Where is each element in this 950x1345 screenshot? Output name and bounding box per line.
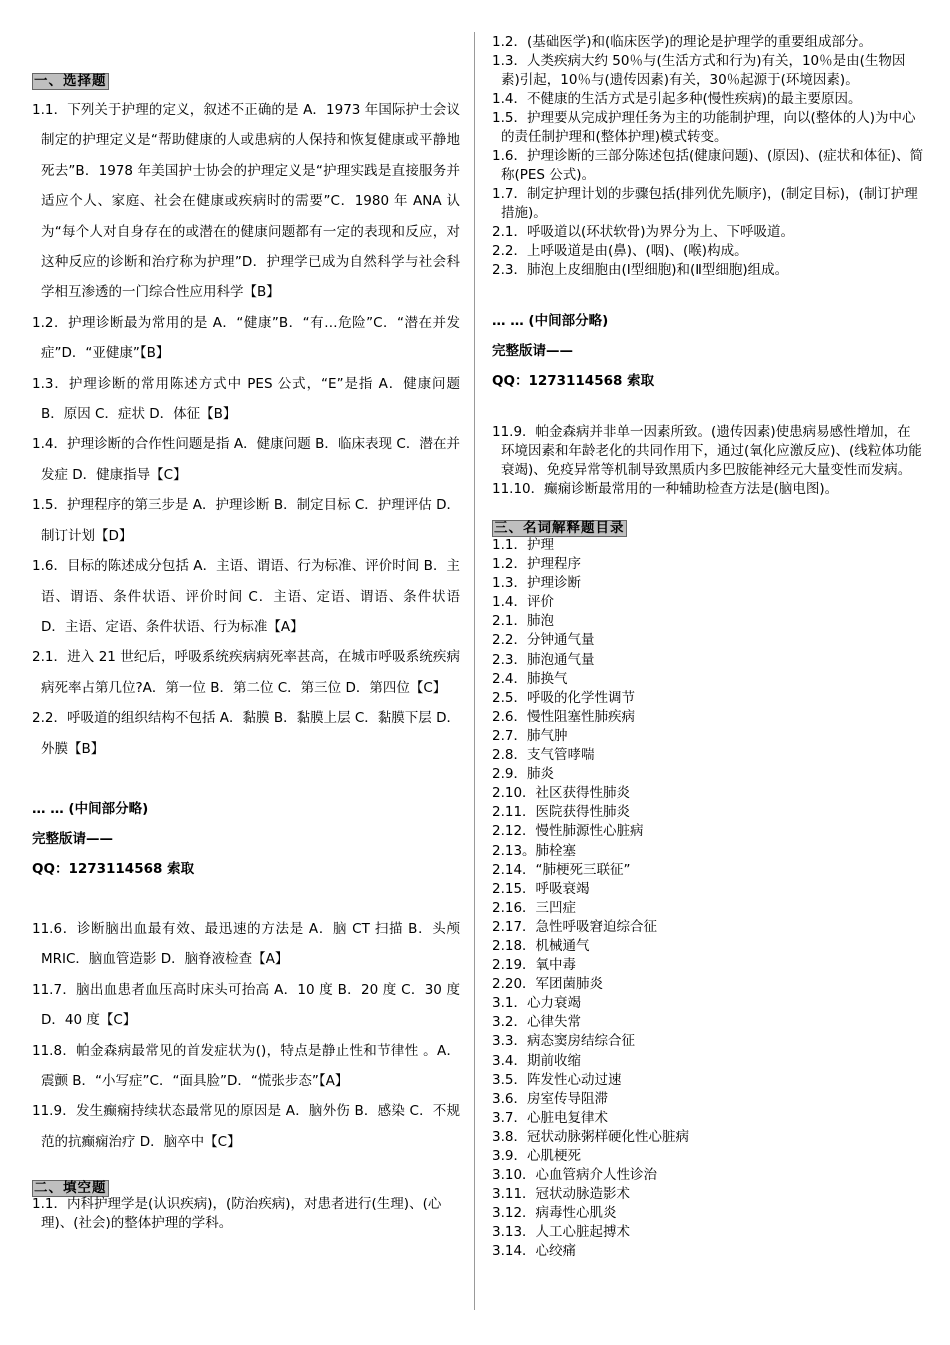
choice-question: 11.8．帕金森病最常见的首发症状为()，特点是静止性和节律性 。A．震颤 B．“小写症”C．“面具脸”D．“慌张步态”【A】: [32, 1042, 460, 1089]
term-item: 3.3．病态窦房结综合征: [492, 1033, 635, 1050]
contact-line: 完整版请——: [32, 830, 113, 847]
term-item: 3.9．心肌梗死: [492, 1148, 581, 1164]
term-item: 3.7．心脏电复律术: [492, 1109, 608, 1126]
fill-item: 2.2．上呼吸道是由(鼻)、(咽)、(喉)构成。: [492, 243, 748, 259]
term-list: [492, 536, 924, 1262]
term-item: 2.18．机械通气: [492, 937, 590, 954]
choice-question: 1.1．下列关于护理的定义，叙述不正确的是 A．1973 年国际护士会议制定的护理定义是“帮助健康的人或患病的人保持和恢复健康或平静地死去”B．1978 年美国护士协会的护理定义是“护理实践是直接服务并适应个人、家庭、社会在健康或疾病时的需要”C．1980 年 ANA 认为“每个人对自身存在的或潜在的健康问题都有一定的表现和反应，对这种反应的诊断和治疗称为护理”D．护理学已成为自然科学与社会科学相互渗透的一门综合性应用科学【B】: [32, 102, 460, 301]
omitted-notice: … … (中间部分略): [492, 313, 609, 329]
term-item: 1.2．护理程序: [492, 556, 581, 573]
term-item: 2.17．急性呼吸窘迫综合征: [492, 918, 658, 935]
fill-item: 1.4．不健康的生活方式是引起多种(慢性疾病)的最主要原因。: [492, 91, 862, 107]
term-item: 2.20．军团菌肺炎: [492, 976, 604, 993]
fill-item: 1.2．(基础医学)和(临床医学)的理论是护理学的重要组成部分。: [492, 34, 873, 50]
term-item: 2.12．慢性肺源性心脏病: [492, 823, 644, 840]
contact-qq: QQ：1273114568 索取: [492, 373, 655, 389]
fill-item: 1.1．内科护理学是(认识疾病)，(防治疾病)，对患者进行(生理)、(心理)、(社会)的整体护理的学科。: [32, 1196, 442, 1232]
section-heading-terms: 三、名词解释题目录: [494, 520, 625, 536]
fill-item: 1.5．护理要从完成护理任务为主的功能制护理，向以(整体的人)为中心的责任制护理和(整体护理)模式转变。: [492, 110, 916, 145]
choice-question: 2.2．呼吸道的组织结构不包括 A．黏膜 B．黏膜上层 C．黏膜下层 D．外膜【B】: [32, 710, 460, 757]
fill-item-list-2: [492, 423, 924, 499]
choice-question: 11.9．发生癫痫持续状态最常见的原因是 A．脑外伤 B．感染 C．不规范的抗癫痫治疗 D．脑卒中【C】: [32, 1103, 460, 1150]
section-heading-fill: 二、填空题: [34, 1180, 107, 1197]
term-item: 3.2．心律失常: [492, 1014, 581, 1031]
choice-question: 1.5．护理程序的第三步是 A．护理诊断 B．制定目标 C．护理评估 D．制订计划【D】: [32, 497, 460, 544]
term-item: 2.1．肺泡: [492, 613, 554, 630]
term-item: 2.19．氧中毒: [492, 957, 577, 974]
choice-question: 11.6．诊断脑出血最有效、最迅速的方法是 A．脑 CT 扫描 B．头颅 MRIC．脑血管造影 D．脑脊液检查【A】: [32, 920, 460, 968]
fill-item: 2.3．肺泡上皮细胞由(Ⅰ型细胞)和(Ⅱ型细胞)组成。: [492, 262, 789, 278]
term-item: 2.8．支气管哮喘: [492, 747, 595, 764]
choice-question: 1.4．护理诊断的合作性问题是指 A．健康问题 B．临床表现 C．潜在并发症 D．健康指导【C】: [32, 436, 460, 483]
column-divider: [474, 32, 475, 1310]
omitted-notice: … … (中间部分略): [32, 800, 149, 817]
fill-item: 11.10．癫痫诊断最常用的一种辅助检查方法是(脑电图)。: [492, 481, 839, 497]
term-item: 3.5．阵发性心动过速: [492, 1071, 622, 1088]
contact-qq: QQ：1273114568 索取: [32, 860, 195, 877]
term-item: 3.6．房室传导阻滞: [492, 1090, 608, 1107]
fill-item: 11.9．帕金森病并非单一因素所致。(遗传因素)使患病易感性增加，在环境因素和年龄老化的共同作用下，通过(氧化应激反应)、(线粒体功能衰竭)、免疫异常等机制导致黑质内多巴胺能神经元大量变性而发病。: [492, 424, 922, 478]
left-column: [32, 0, 460, 1233]
term-item: 2.14．“肺梗死三联征”: [492, 861, 631, 878]
choice-question: 1.6．目标的陈述成分包括 A．主语、谓语、行为标准、评价时间 B．主语、谓语、条件状语、评价时间 C．主语、定语、谓语、条件状语 D．主语、定语、条件状语、行为标准【A】: [32, 558, 460, 635]
term-item: 2.11．医院获得性肺炎: [492, 804, 631, 821]
fill-item: 2.1．呼吸道以(环状软骨)为界分为上、下呼吸道。: [492, 224, 795, 240]
term-item: 3.11．冠状动脉造影术: [492, 1186, 631, 1203]
fill-item: 1.7．制定护理计划的步骤包括(排列优先顺序)，(制定目标)，(制订护理措施)。: [492, 186, 918, 221]
fill-item: 1.3．人类疾病大约 50％与(生活方式和行为)有关，10％是由(生物因素)引起，10％与(遗传因素)有关，30％起源于(环境因素)。: [492, 53, 906, 88]
term-item: 2.16．三凹症: [492, 899, 577, 916]
choice-question: 1.2．护理诊断最为常用的是 A．“健康”B．“有…危险”C．“潜在并发症”D．“亚健康”【B】: [32, 314, 460, 362]
term-item: 1.3．护理诊断: [492, 575, 581, 592]
term-item: 3.14．心绞痛: [492, 1243, 577, 1260]
term-item: 3.13．人工心脏起搏术: [492, 1224, 631, 1241]
term-item: 3.8．冠状动脉粥样硬化性心脏病: [492, 1128, 689, 1145]
term-item: 2.2．分钟通气量: [492, 632, 595, 649]
right-column: [492, 0, 924, 1262]
term-item: 1.1．护理: [492, 537, 554, 553]
fill-item: 1.6．护理诊断的三部分陈述包括(健康问题)、(原因)、(症状和体征)、简称(PES 公式)。: [492, 148, 924, 183]
choice-question: 11.7．脑出血患者血压高时床头可抬高 A．10 度 B．20 度 C．30 度 D．40 度【C】: [32, 981, 460, 1029]
term-item: 3.12．病毒性心肌炎: [492, 1205, 617, 1222]
term-item: 2.5．呼吸的化学性调节: [492, 689, 635, 706]
choice-question: 2.1．进入 21 世纪后，呼吸系统疾病病死率甚高，在城市呼吸系统疾病病死率占第几位?A．第一位 B．第二位 C．第三位 D．第四位【C】: [32, 649, 460, 696]
term-item: 2.15．呼吸衰竭: [492, 880, 590, 897]
fill-item-list: [492, 33, 924, 280]
term-item: 2.9．肺炎: [492, 766, 554, 783]
term-item: 2.10．社区获得性肺炎: [492, 785, 631, 802]
term-item: 2.4．肺换气: [492, 670, 568, 687]
contact-line: 完整版请——: [492, 343, 573, 359]
term-item: 1.4．评价: [492, 594, 554, 611]
section-heading-choice: 一、选择题: [34, 73, 107, 89]
choice-question: 1.3．护理诊断的常用陈述方式中 PES 公式，“E”是指 A．健康问题 B．原因 C．症状 D．体征【B】: [32, 375, 460, 423]
term-item: 2.3．肺泡通气量: [492, 651, 595, 668]
choice-question-list-2: [32, 914, 460, 1157]
term-item: 3.1．心力衰竭: [492, 995, 581, 1012]
term-item: 3.10．心血管病介人性诊治: [492, 1167, 658, 1184]
term-item: 3.4．期前收缩: [492, 1052, 581, 1069]
term-item: 2.13。肺栓塞: [492, 842, 577, 859]
term-item: 2.6．慢性阻塞性肺疾病: [492, 708, 635, 725]
term-item: 2.7．肺气肿: [492, 727, 568, 744]
choice-question-list: [32, 95, 460, 764]
